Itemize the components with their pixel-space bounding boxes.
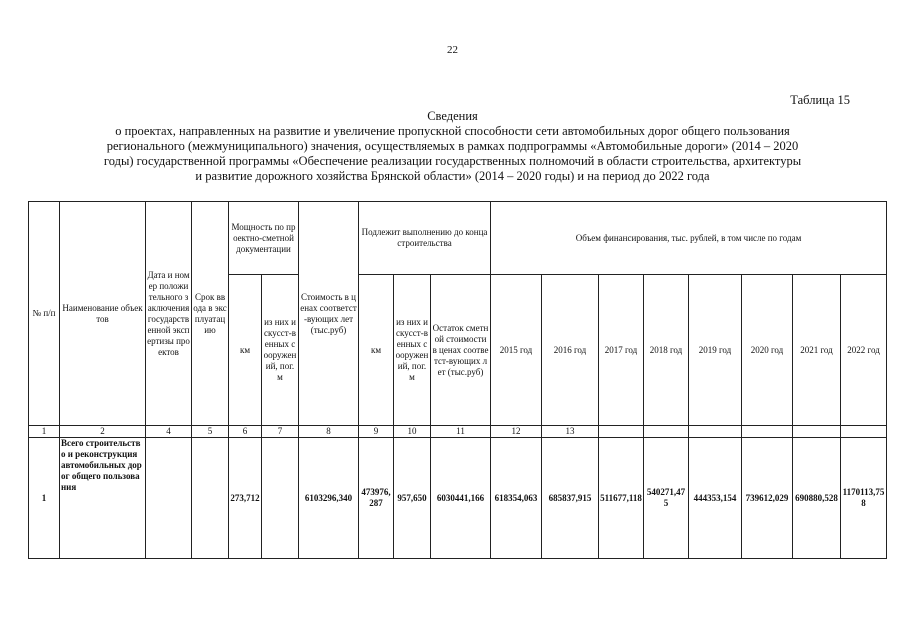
column-number: [742, 426, 793, 438]
title-line: регионального (межмуниципального) значения, осуществляемых в рамках подпрограммы «Автомобильные дороги» (2014 – 2020: [106, 139, 799, 153]
table-label: Таблица 15: [790, 93, 850, 107]
header-year: 2019 год: [689, 275, 742, 426]
header-date: Дата и номер положительного заключения государственной экспертизы проектов: [146, 202, 192, 426]
column-number: 1: [29, 426, 60, 438]
header-year: 2018 год: [644, 275, 689, 426]
header-year: 2015 год: [491, 275, 542, 426]
column-number: [793, 426, 841, 438]
column-number: [599, 426, 644, 438]
row-year-value: 444353,154: [689, 438, 742, 559]
column-number: 5: [192, 426, 229, 438]
row-date: [146, 438, 192, 559]
header-todo-km: км: [359, 275, 394, 426]
header-capacity-km: км: [229, 275, 262, 426]
row-year-value: 511677,118: [599, 438, 644, 559]
header-year: 2020 год: [742, 275, 793, 426]
header-row: [29, 202, 887, 275]
row-num: 1: [29, 438, 60, 559]
header-capacity-group: Мощность по проектно-сметной документации: [229, 202, 299, 275]
header-year: 2016 год: [542, 275, 599, 426]
table-row: [29, 438, 887, 559]
column-number: 8: [299, 426, 359, 438]
title-line: и развитие дорожного хозяйства Брянской области» (2014 – 2020 годы) и на период до 2022 года: [195, 169, 710, 183]
row-todo-struct: 957,650: [394, 438, 431, 559]
column-number: 9: [359, 426, 394, 438]
column-number: [644, 426, 689, 438]
row-name: Всего строительство и реконструкция автомобильных дорог общего пользования: [60, 438, 146, 559]
row-year-value: 739612,029: [742, 438, 793, 559]
page-number: 22: [447, 44, 458, 56]
document-title: [40, 109, 865, 184]
header-year: 2021 год: [793, 275, 841, 426]
header-todo-rest: Остаток сметной стоимости в ценах соответст-вующих лет (тыс.руб): [431, 275, 491, 426]
row-year-value: 618354,063: [491, 438, 542, 559]
column-number: 7: [262, 426, 299, 438]
header-todo-struct: из них искусст-венных сооружений, пог.м: [394, 275, 431, 426]
title-line: годы) государственной программы «Обеспечение реализации государственных полномочий в области строительства, архитектуры: [103, 154, 802, 168]
header-finance-group: Объем финансирования, тыс. рублей, в том числе по годам: [491, 202, 887, 275]
header-year: 2017 год: [599, 275, 644, 426]
header-num: № п/п: [29, 202, 60, 426]
row-year-value: 1170113,758: [841, 438, 887, 559]
column-number: 11: [431, 426, 491, 438]
header-todo-group: Подлежит выполнению до конца строительства: [359, 202, 491, 275]
column-number: [689, 426, 742, 438]
header-year: 2022 год: [841, 275, 887, 426]
header-capacity-struct: из них искусст-венных сооружений, пог.м: [262, 275, 299, 426]
column-number: 4: [146, 426, 192, 438]
row-year-value: 685837,915: [542, 438, 599, 559]
row-capacity-struct: [262, 438, 299, 559]
row-cost: 6103296,340: [299, 438, 359, 559]
header-term: Срок ввода в эксплуатацию: [192, 202, 229, 426]
column-number: 12: [491, 426, 542, 438]
column-number-row: [29, 426, 887, 438]
column-number: 10: [394, 426, 431, 438]
row-year-value: 540271,475: [644, 438, 689, 559]
column-number: 2: [60, 426, 146, 438]
row-todo-km: 473976,287: [359, 438, 394, 559]
header-name: Наименование объектов: [60, 202, 146, 426]
row-year-value: 690880,528: [793, 438, 841, 559]
header-cost: Стоимость в ценах соответст-вующих лет (тыс.руб): [299, 202, 359, 426]
row-term: [192, 438, 229, 559]
column-number: [841, 426, 887, 438]
column-number: 6: [229, 426, 262, 438]
row-capacity-km: 273,712: [229, 438, 262, 559]
column-number: 13: [542, 426, 599, 438]
title-line: о проектах, направленных на развитие и увеличение пропускной способности сети автомобильных дорог общего пользования: [115, 124, 790, 138]
title-heading: Сведения: [427, 109, 478, 123]
row-todo-rest: 6030441,166: [431, 438, 491, 559]
projects-table: [28, 201, 887, 559]
